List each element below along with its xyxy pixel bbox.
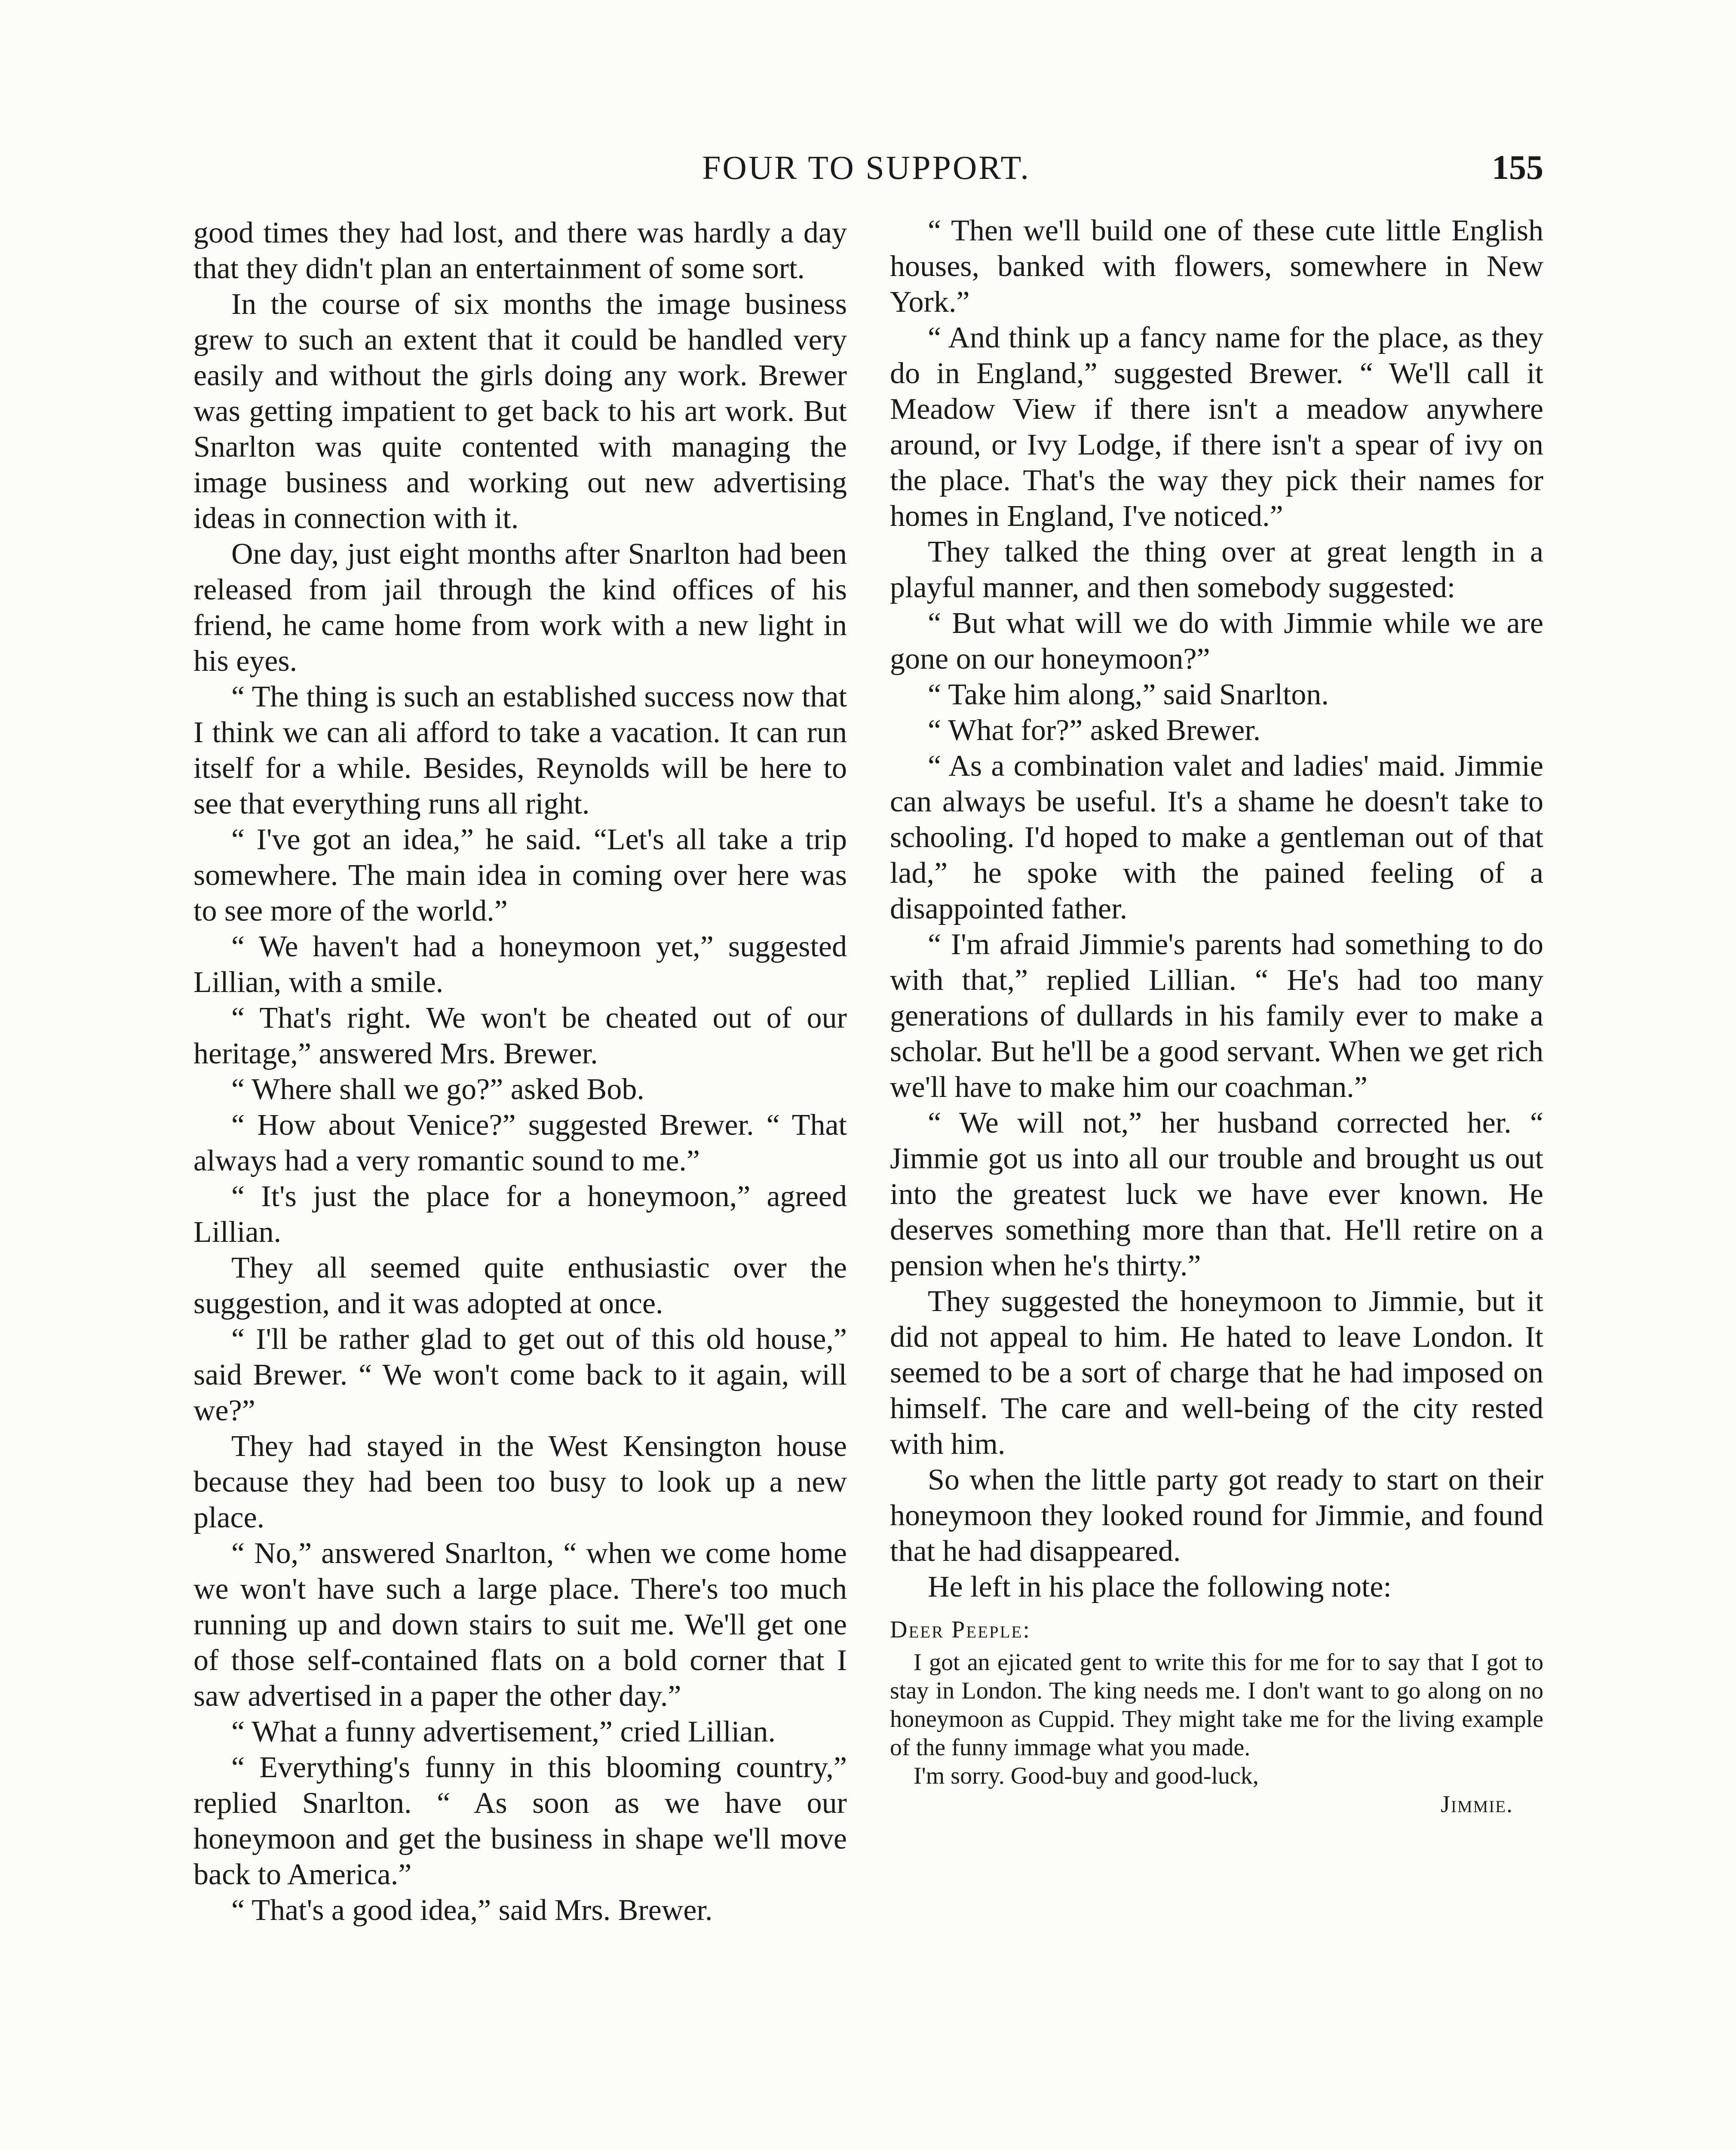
paragraph: “ And think up a fancy name for the place, as they do in England,” suggested Brewer. “ We'll call it Meadow View if there isn't a meadow anywhere around, or Ivy Lodge, if there isn't a spear of ivy on the place. That's the way they pick their names for homes in England, I've noticed.” [890,321,1543,533]
paragraph: “ It's just the place for a honeymoon,” agreed Lillian. [193,1180,847,1249]
paragraph: “ Then we'll build one of these cute little English houses, banked with flowers, somewhere in New York.” [890,214,1543,319]
paragraph: In the course of six months the image business grew to such an extent that it could be handled very easily and without the girls doing any work. Brewer was getting impatient to get back to his art work. But Snarlton was quite contented with managing the image business and working out new advertising ideas in connection with it. [193,288,847,535]
paragraph: “ We haven't had a honeymoon yet,” suggested Lillian, with a smile. [193,930,847,999]
note-closing: I'm sorry. Good-buy and good-luck, [914,1763,1259,1789]
page-header [189,144,1543,191]
paragraph: “ The thing is such an established success now that I think we can ali afford to take a vacation. It can run itself for a while. Besides, Reynolds will be here to see that everything runs all right. [193,680,847,820]
note-salutation: Deer Peeple: [890,1616,1031,1643]
note-signature: Jimmie. [1441,1791,1513,1818]
paragraph: “ Take him along,” said Snarlton. [928,678,1329,711]
paragraph: So when the little party got ready to start on their honeymoon they looked round for Jimmie, and found that he had disappeared. [890,1463,1543,1568]
paragraph: “ How about Venice?” suggested Brewer. “ That always had a very romantic sound to me.” [193,1109,847,1177]
left-column [193,215,847,1928]
paragraph: They talked the thing over at great length in a playful manner, and then somebody suggested: [890,535,1543,604]
paragraph: “ I'll be rather glad to get out of this old house,” said Brewer. “ We won't come back to it again, will we?” [193,1323,847,1427]
paragraph: They suggested the honeymoon to Jimmie, but it did not appeal to him. He hated to leave London. It seemed to be a sort of charge that he had imposed on himself. The care and well-being of the city rested with him. [890,1285,1543,1461]
paragraph: “ We will not,” her husband corrected her. “ Jimmie got us into all our trouble and brought us out into the greatest luck we have ever known. He deserves something more than that. He'll retire on a pension when he's thirty.” [890,1106,1543,1282]
paragraph: “ I've got an idea,” he said. “Let's all take a trip somewhere. The main idea in coming over here was to see more of the world.” [193,823,847,928]
paragraph: They all seemed quite enthusiastic over the suggestion, and it was adopted at once. [193,1251,847,1320]
running-title: FOUR TO SUPPORT. [702,149,1031,186]
paragraph: “ But what will we do with Jimmie while we are gone on our honeymoon?” [890,607,1543,676]
paragraph: good times they had lost, and there was hardly a day that they didn't plan an entertainment of some sort. [193,216,847,285]
note-body: I got an ejicated gent to write this for me for to say that I got to stay in London. The king needs me. I don't want to go along on no honeymoon as Cuppid. They might take me for the living example of the funny immage what you made. [890,1649,1543,1761]
paragraph: “ Everything's funny in this blooming country,” replied Snarlton. “ As soon as we have our honeymoon and get the business in shape we'll move back to America.” [193,1751,847,1891]
paragraph: “ What a funny advertisement,” cried Lillian. [231,1715,776,1748]
page-number: 155 [1492,149,1543,187]
paragraph: “ Where shall we go?” asked Bob. [231,1073,644,1106]
paragraph: One day, just eight months after Snarlton had been released from jail through the kind offices of his friend, he came home from work with a new light in his eyes. [193,538,847,678]
paragraph: He left in his place the following note: [928,1570,1392,1603]
paragraph: “ As a combination valet and ladies' maid. Jimmie can always be useful. It's a shame he doesn't take to schooling. I'd hoped to make a gentleman out of that lad,” he spoke with the pained feeling of a disappointed father. [890,749,1543,925]
right-column [890,213,1543,1818]
paragraph: “ No,” answered Snarlton, “ when we come home we won't have such a large place. There's too much running up and down stairs to suit me. We'll get one of those self-contained flats on a bold corner that I saw advertised in a paper the other day.” [193,1537,847,1713]
paragraph: “ That's right. We won't be cheated out of our heritage,” answered Mrs. Brewer. [193,1001,847,1070]
paragraph: “ I'm afraid Jimmie's parents had something to do with that,” replied Lillian. “ He's had too many generations of dullards in his family ever to make a scholar. But he'll be a good servant. When we get rich we'll have to make him our coachman.” [890,928,1543,1104]
paragraph: They had stayed in the West Kensington house because they had been too busy to look up a new place. [193,1430,847,1534]
paragraph: “ That's a good idea,” said Mrs. Brewer. [231,1894,713,1927]
paragraph: “ What for?” asked Brewer. [928,714,1261,747]
jimmie-note [890,1616,1543,1818]
